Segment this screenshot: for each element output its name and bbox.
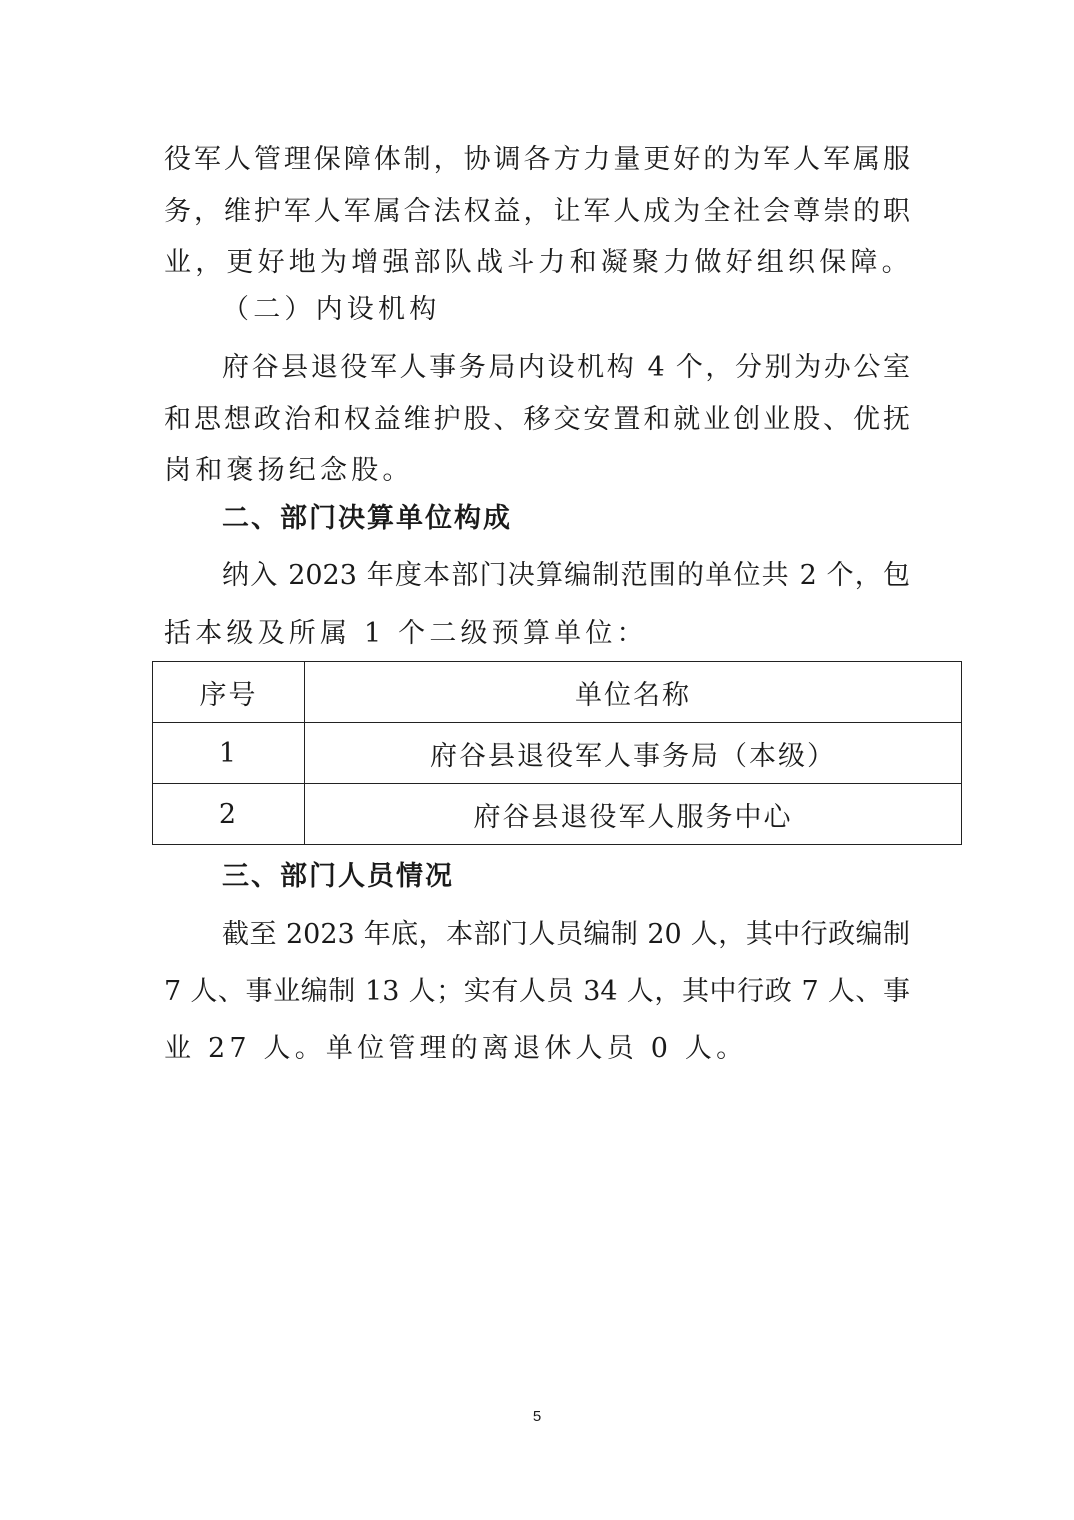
paragraph-line: 业，更好地为增强部队战斗力和凝聚力做好组织保障。 <box>164 247 913 278</box>
cell-unit-name: 府谷县退役军人服务中心 <box>305 784 962 845</box>
paragraph-line: 纳入 2023 年度本部门决算编制范围的单位共 2 个，包 <box>222 560 910 591</box>
section-heading: 三、部门人员情况 <box>222 861 454 892</box>
paragraph-line: 务，维护军人军属合法权益，让军人成为全社会尊崇的职 <box>164 196 910 227</box>
paragraph-line: 括本级及所属 1 个二级预算单位： <box>164 618 648 649</box>
paragraph-line: 和思想政治和权益维护股、移交安置和就业创业股、优抚 <box>164 404 910 435</box>
header-index: 序号 <box>153 662 305 723</box>
section-heading: 二、部门决算单位构成 <box>222 503 512 534</box>
header-unit-name: 单位名称 <box>305 662 962 723</box>
paragraph-line: 7 人、事业编制 13 人；实有人员 34 人，其中行政 7 人、事 <box>164 976 910 1007</box>
table-header-row <box>153 662 962 723</box>
cell-unit-name: 府谷县退役军人事务局（本级） <box>305 723 962 784</box>
paragraph-line: 岗和褒扬纪念股。 <box>164 455 414 486</box>
paragraph-line: 截至 2023 年底，本部门人员编制 20 人，其中行政编制 <box>222 919 910 950</box>
table-row <box>153 723 962 784</box>
cell-index: 1 <box>153 723 305 784</box>
table-row <box>153 784 962 845</box>
paragraph-line: 役军人管理保障体制，协调各方力量更好的为军人军属服 <box>164 144 910 175</box>
paragraph-line: 业 27 人。单位管理的离退休人员 0 人。 <box>164 1033 748 1064</box>
paragraph-line: 府谷县退役军人事务局内设机构 4 个，分别为办公室 <box>222 352 910 383</box>
units-table <box>152 661 962 845</box>
cell-index: 2 <box>153 784 305 845</box>
subsection-heading: （二）内设机构 <box>222 294 441 325</box>
page-number: 5 <box>532 1408 542 1425</box>
